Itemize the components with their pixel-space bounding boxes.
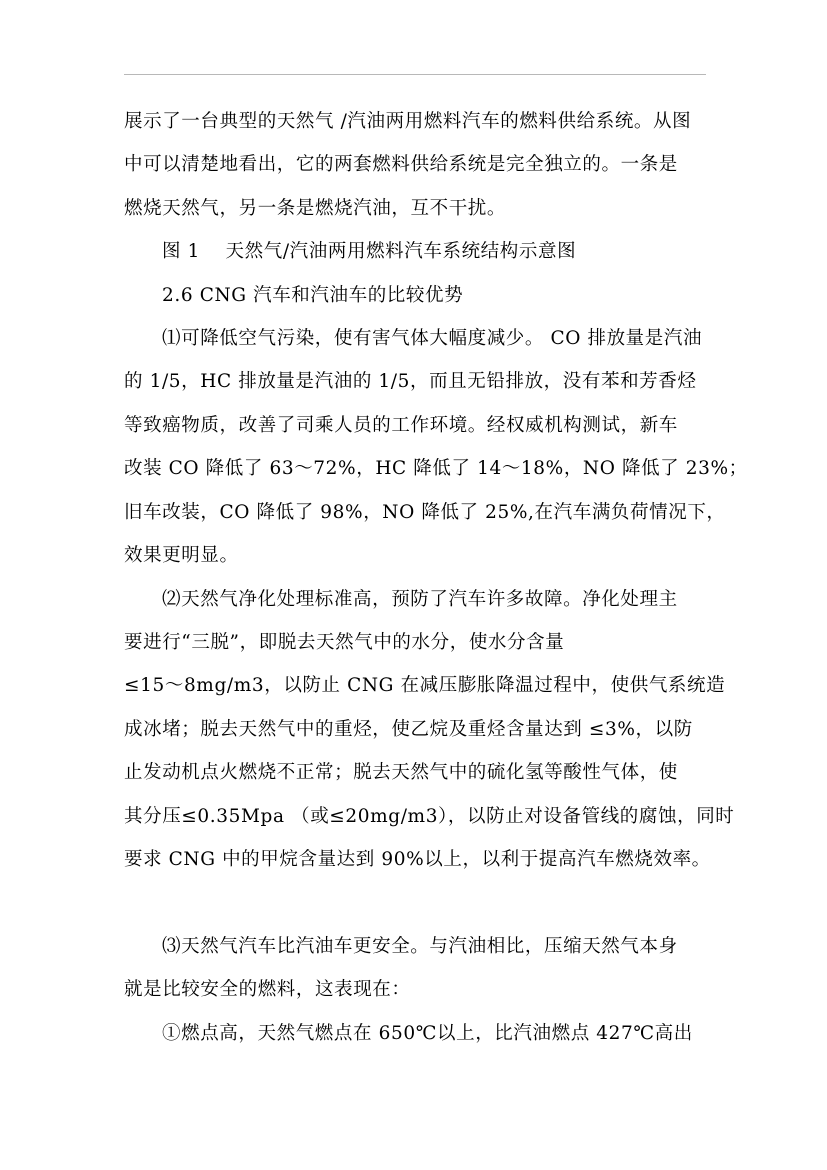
body-line: ≤15～8mg/m3，以防止 CNG 在减压膨胀降温过程中，使供气系统造 [124, 675, 726, 696]
body-line: 效果更明显。 [124, 545, 239, 566]
figure-caption: 图 1 天然气/汽油两用燃料汽车系统结构示意图 [162, 241, 577, 262]
body-line: 的 1/5，HC 排放量是汽油的 1/5，而且无铅排放，没有苯和芳香烃 [124, 371, 697, 392]
header-rule [124, 74, 706, 75]
body-line: 成冰堵；脱去天然气中的重烃，使乙烷及重烃含量达到 ≤3%，以防 [124, 719, 693, 740]
body-line: 中可以清楚地看出，它的两套燃料供给系统是完全独立的。一条是 [124, 154, 678, 175]
body-line: ⑶天然气汽车比汽油车更安全。与汽油相比，压缩天然气本身 [162, 936, 678, 957]
body-line: 改装 CO 降低了 63～72%，HC 降低了 14～18%，NO 降低了 23%； [124, 458, 748, 479]
body-line: ①燃点高，天然气燃点在 650℃以上，比汽油燃点 427℃高出 [162, 1023, 693, 1044]
body-line: ⑵天然气净化处理标准高，预防了汽车许多故障。净化处理主 [162, 589, 678, 610]
body-line: 燃烧天然气，另一条是燃烧汽油，互不干扰。 [124, 198, 507, 219]
body-line: 旧车改装，CO 降低了 98%，NO 降低了 25%,在汽车满负荷情况下， [124, 502, 726, 523]
body-line: 展示了一台典型的天然气 /汽油两用燃料汽车的燃料供给系统。从图 [124, 111, 692, 132]
body-line: 就是比较安全的燃料，这表现在： [124, 979, 411, 1000]
body-line: 止发动机点火燃烧不正常；脱去天然气中的硫化氢等酸性气体，使 [124, 762, 678, 783]
body-line: ⑴可降低空气污染，使有害气体大幅度减少。 CO 排放量是汽油 [162, 328, 703, 349]
section-heading: 2.6 CNG 汽车和汽油车的比较优势 [162, 285, 464, 306]
body-line: 其分压≤0.35Mpa （或≤20mg/m3），以防止对设备管线的腐蚀，同时 [124, 806, 735, 827]
body-line: 等致癌物质，改善了司乘人员的工作环境。经权威机构测试，新车 [124, 415, 678, 436]
body-line: 要进行“三脱”，即脱去天然气中的水分，使水分含量 [124, 632, 565, 653]
body-line: 要求 CNG 中的甲烷含量达到 90%以上，以利于提高汽车燃烧效率。 [124, 849, 711, 870]
